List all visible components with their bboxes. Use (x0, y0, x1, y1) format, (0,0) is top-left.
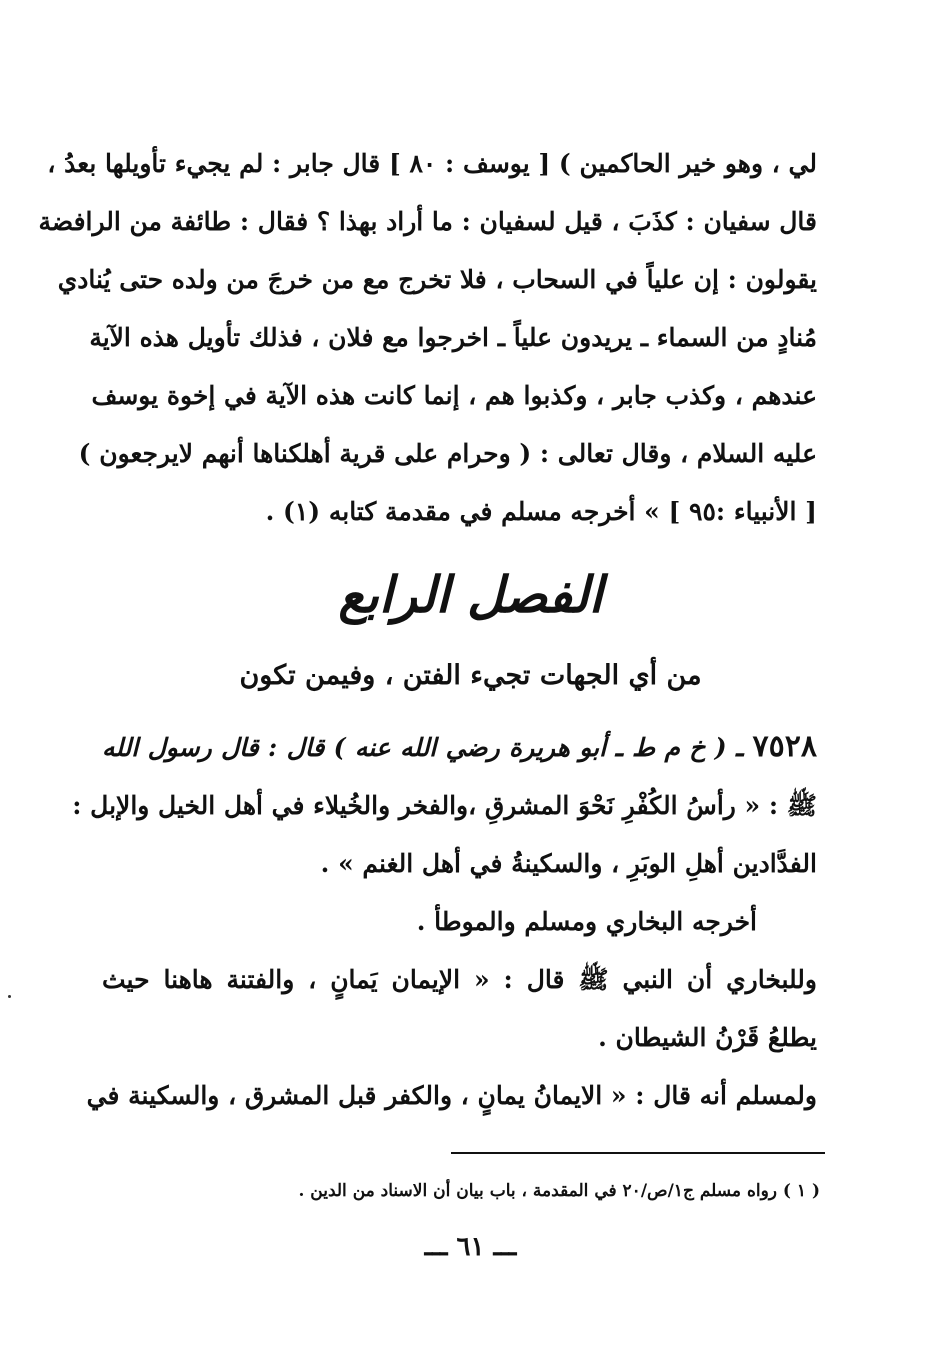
footnote-divider (451, 1152, 825, 1154)
text-line: مُنادٍ من السماء ـ يريدون علياً ـ اخرجوا مع فلان ، فذلك تأويل هذه الآية (89, 323, 817, 352)
text-line: يطلعُ قَرْنُ الشيطان . (598, 1023, 817, 1052)
text-line: الفدَّادين أهلِ الوبَرِ ، والسكينةُ في أهل الغنم » . (320, 849, 817, 878)
hadith-source: ـ ( خ م ط ـ أبو هريرة رضي الله عنه ) قال : قال رسول الله (102, 733, 744, 762)
hadith-header-line (102, 718, 817, 777)
text-line: ﷺ : « رأسُ الكُفْرِ نَحْوَ المشرقِ ،والفخر والخُيلاء في أهل الخيل والإبل : (72, 791, 817, 820)
top-paragraph (38, 135, 817, 541)
page-number: ـــ ٦١ ـــ (424, 1232, 517, 1262)
hadith-number: ٧٥٢٨ (752, 729, 817, 764)
text-line: وللبخاري أن النبي ﷺ قال : « الإيمان يَمانٍ ، والفتنة هاهنا حيث (102, 965, 817, 994)
text-line: [ الأنبياء :٩٥ ] » أخرجه مسلم في مقدمة كتابه (١) . (265, 497, 817, 526)
text-line: لي ، وهو خير الحاكمين ) [ يوسف : ٨٠ ] قال جابر : لم يجيء تأويلها بعدُ ، (47, 149, 817, 178)
text-line: قال سفيان : كذَبَ ، قيل لسفيان : ما أراد بهذا ؟ فقال : طائفة من الرافضة (38, 207, 817, 236)
text-line: أخرجه البخاري ومسلم والموطأ . (416, 907, 757, 936)
chapter-subtitle: من أي الجهات تجيء الفتن ، وفيمن تكون (239, 660, 702, 691)
text-line: عليه السلام ، وقال تعالى : ( وحرام على قرية أهلكناها أنهم لايرجعون ) (78, 439, 817, 468)
text-line: ولمسلم أنه قال : « الايمانُ يمانٍ ، والكفر قبل المشرق ، والسكينة في (86, 1081, 817, 1110)
footnote: ( ١ ) رواه مسلم ج١/ص/٢٠ في المقدمة ، باب بيان أن الاسناد من الدين . (298, 1181, 820, 1201)
chapter-title: الفصل الرابع (338, 565, 603, 624)
text-line: عندهم ، وكذب جابر ، وكذبوا هم ، إنما كانت هذه الآية في إخوة يوسف (91, 381, 817, 410)
scan-speck (8, 995, 11, 998)
text-line: يقولون : إن علياً في السحاب ، فلا تخرج مع من خرجَ من ولده حتى يُنادي (57, 265, 817, 294)
hadith-block (72, 718, 817, 1125)
